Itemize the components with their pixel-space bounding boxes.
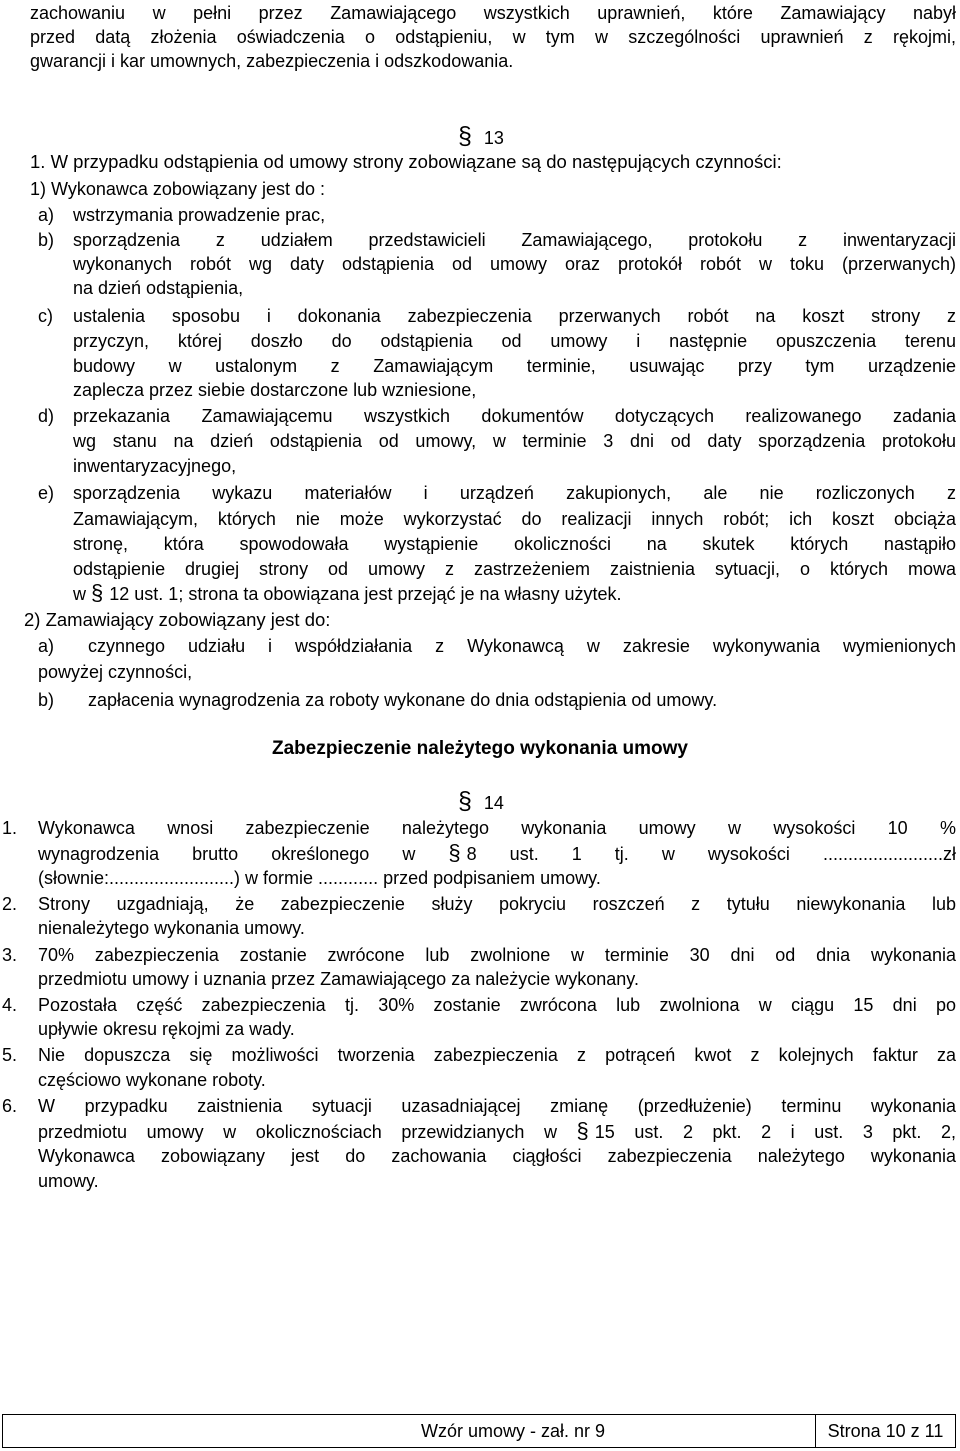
section-13-heading bbox=[458, 121, 504, 153]
item-a-label: a) bbox=[38, 205, 55, 225]
item-e-line-5-post: 12 ust. 1; strona ta obowiązana jest przejąć je na własny użytek. bbox=[109, 584, 622, 604]
footer-document-name: Wzór umowy - zał. nr 9 bbox=[3, 1415, 816, 1447]
item-e-line-5-pre: w bbox=[73, 584, 86, 604]
s14-item-4-line-1: Pozostała część zabezpieczenia tj. 30% zostanie zwrócona lub zwolniona w ciągu 15 dni po bbox=[38, 995, 956, 1015]
page-footer bbox=[2, 1414, 956, 1448]
s14-item-1-line-2 bbox=[38, 841, 956, 866]
intro-line-3: gwarancji i kar umownych, zabezpieczenia i odszkodowania. bbox=[30, 51, 514, 71]
sec13-point-1: 1. W przypadku odstąpienia od umowy strony zobowiązane są do następujących czynności: bbox=[30, 151, 782, 172]
item-c-line-2: przyczyn, której doszło do odstąpienia od umowy i następnie opuszczenia terenu bbox=[73, 331, 956, 351]
item-2a-line-1: czynnego udziału i współdziałania z Wykonawcą w zakresie wykonywania wymienionych bbox=[88, 636, 956, 656]
item-c-line-1: ustalenia sposobu i dokonania zabezpieczenia przerwanych robót na koszt strony z bbox=[73, 306, 956, 326]
s14-item-5-num: 5. bbox=[2, 1045, 18, 1065]
s14-item-1-line-1: Wykonawca wnosi zabezpieczenie należytego wykonania umowy w wysokości 10 % bbox=[38, 818, 956, 838]
item-b-line-1: sporządzenia z udziałem przedstawicieli Zamawiającego, protokołu z inwentaryzacji bbox=[73, 230, 956, 250]
intro-line-2: przed datą złożenia oświadczenia o odstąpieniu, w tym w szczególności uprawnień z rękojmi, bbox=[30, 27, 956, 47]
s14-item-6-num: 6. bbox=[2, 1096, 18, 1116]
s14-item-3-num: 3. bbox=[2, 945, 18, 965]
s14-item-6-line-2-pre: przedmiotu umowy w okolicznościach przewidzianych w bbox=[38, 1122, 557, 1142]
item-e-line-1: sporządzenia wykazu materiałów i urządzeń zakupionych, ale nie rozliczonych z bbox=[73, 483, 956, 503]
s14-item-6-line-3: Wykonawca zobowiązany jest do zachowania ciągłości zabezpieczenia należytego wykonania bbox=[38, 1146, 956, 1166]
item-2a-line-2: powyżej czynności, bbox=[38, 662, 193, 682]
section-number: 13 bbox=[483, 128, 504, 148]
section-14-heading bbox=[458, 786, 504, 818]
item-a-text: wstrzymania prowadzenie prac, bbox=[73, 205, 326, 225]
s14-item-1-line-3: (słownie:.........................) w formie ............ przed podpisaniem umowy. bbox=[38, 868, 601, 888]
item-c-label: c) bbox=[38, 306, 53, 326]
item-d-label: d) bbox=[38, 406, 55, 426]
item-e-label: e) bbox=[38, 483, 55, 503]
item-e-line-2: Zamawiającym, których nie może wykorzystać do realizacji innych robót; ich koszt obciąża bbox=[73, 509, 956, 529]
paragraph-sign: § bbox=[458, 787, 472, 815]
s14-item-6-line-2 bbox=[38, 1119, 956, 1144]
sec13-point-1-1: 1) Wykonawca zobowiązany jest do : bbox=[30, 179, 325, 199]
paragraph-sign: § bbox=[458, 122, 472, 150]
item-e-line-3: stronę, która spowodowała wystąpienie okoliczności na skutek których nastąpiło bbox=[73, 534, 956, 554]
s14-item-2-line-1: Strony uzgadniają, że zabezpieczenie służy pokryciu roszczeń z tytułu niewykonania lub bbox=[38, 894, 956, 914]
item-e-line-5 bbox=[73, 581, 622, 606]
s14-item-3-line-2: przedmiotu umowy i uznania przez Zamawiającego za należycie wykonany. bbox=[38, 969, 639, 989]
s14-item-4-num: 4. bbox=[2, 995, 18, 1015]
item-b-line-2: wykonanych robót wg daty odstąpienia od umowy oraz protokół robót w toku (przerwanych) bbox=[73, 254, 956, 274]
item-2b-text: zapłacenia wynagrodzenia za roboty wykonane do dnia odstąpienia od umowy. bbox=[88, 690, 718, 710]
s14-item-1-line-2-pre: wynagrodzenia brutto określonego w bbox=[38, 844, 416, 864]
item-d-line-3: inwentaryzacyjnego, bbox=[73, 456, 237, 476]
item-c-line-3: budowy w ustalonym z Zamawiającym terminie, usuwając przy tym urządzenie bbox=[73, 356, 956, 376]
s14-item-1-line-2-post: 8 ust. 1 tj. w wysokości ........................zł bbox=[466, 844, 956, 864]
s14-item-1-num: 1. bbox=[2, 818, 18, 838]
paragraph-sign: § bbox=[91, 580, 104, 605]
intro-line-1: zachowaniu w pełni przez Zamawiającego wszystkich uprawnień, które Zamawiający nabył bbox=[30, 3, 956, 23]
s14-item-5-line-2: częściowo wykonane roboty. bbox=[38, 1070, 266, 1090]
section-number: 14 bbox=[483, 793, 504, 813]
item-c-line-4: zaplecza przez siebie dostarczone lub wzniesione, bbox=[73, 380, 477, 400]
item-e-line-4: odstąpienie drugiej strony od umowy z zastrzeżeniem zaistnienia sytuacji, o których mowa bbox=[73, 559, 956, 579]
s14-item-2-num: 2. bbox=[2, 894, 18, 914]
item-b-line-3: na dzień odstąpienia, bbox=[73, 278, 244, 298]
s14-item-2-line-2: nienależytego wykonania umowy. bbox=[38, 918, 305, 938]
paragraph-sign: § bbox=[448, 840, 461, 865]
s14-item-6-line-2-post: 15 ust. 2 pkt. 2 i ust. 3 pkt. 2, bbox=[594, 1122, 956, 1142]
s14-item-6-line-4: umowy. bbox=[38, 1171, 99, 1191]
s14-item-5-line-1: Nie dopuszcza się możliwości tworzenia zabezpieczenia z potrąceń kwot z kolejnych faktur za bbox=[38, 1045, 956, 1065]
item-b-label: b) bbox=[38, 230, 55, 250]
footer-page-number: Strona 10 z 11 bbox=[827, 1420, 944, 1441]
s14-item-6-line-1: W przypadku zaistnienia sytuacji uzasadniającej zmianę (przedłużenie) terminu wykonania bbox=[38, 1096, 956, 1116]
s14-item-4-line-2: upływie okresu rękojmi za wady. bbox=[38, 1019, 295, 1039]
sec13-point-2: 2) Zamawiający zobowiązany jest do: bbox=[24, 609, 331, 630]
item-2a-label: a) bbox=[38, 636, 55, 656]
paragraph-sign: § bbox=[576, 1118, 589, 1143]
item-d-line-1: przekazania Zamawiającemu wszystkich dokumentów dotyczących realizowanego zadania bbox=[73, 406, 956, 426]
s14-item-3-line-1: 70% zabezpieczenia zostanie zwrócone lub zwolnione w terminie 30 dni od dnia wykonania bbox=[38, 945, 956, 965]
section-heading: Zabezpieczenie należytego wykonania umowy bbox=[271, 738, 688, 759]
item-2b-label: b) bbox=[38, 690, 55, 710]
item-d-line-2: wg stanu na dzień odstąpienia od umowy, w terminie 3 dni od daty sporządzenia protokołu bbox=[73, 431, 956, 451]
